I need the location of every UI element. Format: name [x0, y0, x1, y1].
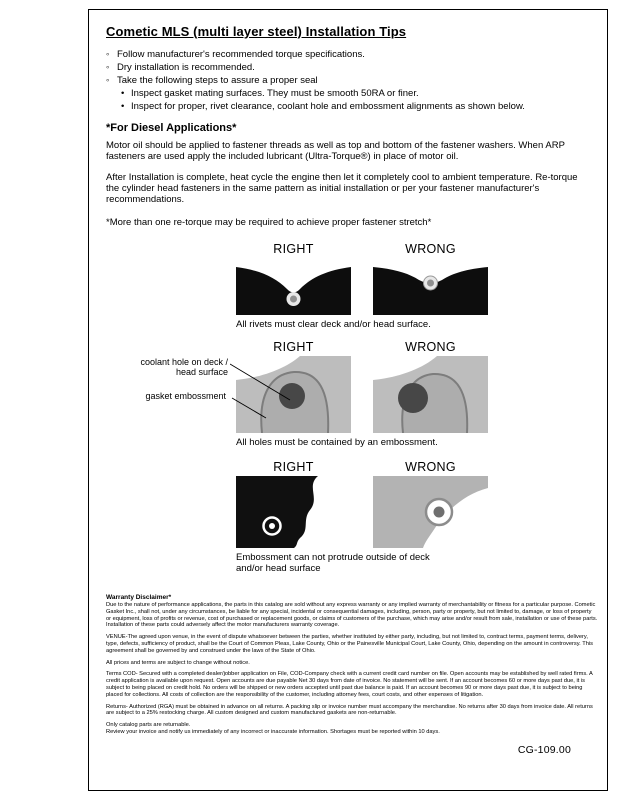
warranty-disclaimer-heading: Warranty Disclaimer* — [106, 594, 172, 601]
tip-text: Take the following steps to assure a proper seal — [117, 75, 318, 86]
tip-sub-item — [121, 87, 595, 100]
legal-paragraph: Returns- Authorized (RGA) must be obtained in advance on all returns. A packing slip or invoice number must accompany the merchandise. No returns after 30 days from invoice date. All returns are subject to a 25% restocking charge. All custom designed and custom manufactured gaskets are non-returnable. — [106, 703, 593, 717]
label-pointer-lines — [230, 360, 296, 422]
legal-paragraph: Terms COD- Secured with a completed dealer/jobber application on File, COD-Company check with a current credit card number on file. Open accounts may be established by well rated firms. A credit application is available upon request. Open accounts are due payable Net 30 days from date of invoice. No statement will be sent. If an account becomes 60 or more days past due, it is subject to being placed on credit hold. No orders will be shipped or new orders accepted until past due balance is paid. If an account becomes 90 or more days past due, it is subject to being placed for collections. All costs of collection are the responsibility of the customer, including attorney fees, court costs, and other expenses of litigation. — [106, 671, 593, 698]
holes-caption: All holes must be contained by an embossment. — [236, 437, 438, 448]
right-heading: RIGHT — [273, 460, 314, 474]
retorque-note: *More than one re-torque may be required to achieve proper fastener stretch* — [106, 217, 432, 228]
tips-list — [106, 48, 595, 113]
open-bullet-icon: ◦ — [106, 62, 110, 73]
gasket-embossment-label: gasket embossment — [145, 391, 226, 401]
rivet-wrong-column — [373, 242, 488, 315]
legal-paragraph: Due to the nature of performance applications, the parts in this catalog are sold without any express warranty or any implied warranty of merchantability or fitness for a particular purpose. Cometic Gasket Inc., shall not, under any circumstances, be liable for any special, incidental or consequential damages, including, person, party or property, but not limited to, damage, or loss of property or equipment, loss of profits or revenue, cost of purchased or replacement goods, or claims of customers of the purchase, which may arise and/or result from sale, installation or use of these parts. Installation of these parts could adversely affect the motor manufacturers warranty coverage. — [106, 602, 598, 629]
tip-text: Inspect gasket mating surfaces. They must be smooth 50RA or finer. — [131, 88, 419, 99]
tip-text: Follow manufacturer's recommended torque specifications. — [117, 49, 365, 60]
catalog-code: CG-109.00 — [517, 743, 571, 756]
right-heading: RIGHT — [273, 242, 314, 256]
legal-paragraph: VENUE-The agreed upon venue, in the event of dispute whatsoever between the parties, whether instituted by either party, including, but not limited to, contract terms, payment terms, delivery, type, defects, sufficiency of product, shall be the Court of Common Pleas, Lake County, Ohio or the Painesville Municipal Court, Lake County, Ohio, depending on the amount in controversy. This agreement shall be governed by and construed under the laws of the State of Ohio. — [106, 634, 593, 654]
rivet-right-column — [236, 242, 351, 315]
wrong-heading: WRONG — [405, 340, 456, 354]
filled-bullet-icon: • — [121, 101, 125, 112]
embossment-right-diagram — [236, 476, 351, 548]
tip-text: Dry installation is recommended. — [117, 62, 255, 73]
coolant-diagram-row — [140, 340, 488, 448]
filled-bullet-icon: • — [121, 88, 125, 99]
tip-item — [106, 74, 595, 87]
embossment-right-column — [236, 460, 351, 548]
tip-sub-item — [121, 100, 595, 113]
page-title: Cometic MLS (multi layer steel) Installation Tips — [106, 24, 407, 39]
rivet-wrong-diagram — [373, 258, 488, 315]
tip-item — [106, 48, 595, 61]
legal-paragraph: Only catalog parts are returnable. — [106, 722, 191, 729]
embossment-wrong-column — [373, 460, 488, 548]
rivet-right-diagram — [236, 258, 351, 315]
tip-item — [106, 61, 595, 74]
diesel-paragraph-2: After Installation is complete, heat cycle the engine then let it completely cool to ambient temperature. Re-torque the cylinder head fasteners in the same pattern as initial installation or per your fastener manufacturer's recommendations. — [106, 172, 578, 205]
page-content — [89, 10, 607, 756]
legal-paragraph: All prices and terms are subject to change without notice. — [106, 659, 250, 666]
coolant-hole-label: coolant hole on deck / head surface — [140, 357, 228, 377]
open-bullet-icon: ◦ — [106, 75, 110, 86]
coolant-wrong-column — [373, 340, 488, 433]
wrong-heading: WRONG — [405, 460, 456, 474]
page-frame — [88, 9, 608, 791]
rivets-caption: All rivets must clear deck and/or head surface. — [236, 319, 431, 330]
legal-paragraph: Review your invoice and notify us immediately of any incorrect or inaccurate information. Shortages must be reported within 10 days. — [106, 728, 440, 735]
embossment-diagram-row — [236, 460, 488, 574]
tip-text: Inspect for proper, rivet clearance, coolant hole and embossment alignments as shown below. — [131, 101, 525, 112]
legal-section — [106, 594, 598, 736]
coolant-wrong-diagram — [373, 356, 488, 433]
embossment-wrong-diagram — [373, 476, 488, 548]
diesel-applications-heading: *For Diesel Applications* — [106, 122, 237, 134]
open-bullet-icon: ◦ — [106, 49, 110, 60]
rivet-diagram-row — [236, 242, 488, 330]
diesel-paragraph-1: Motor oil should be applied to fastener threads as well as top and bottom of the fastener washers. When ARP fasteners are used apply the included lubricant (Ultra-Torque®) in place of motor oil. — [106, 140, 565, 162]
right-heading: RIGHT — [273, 340, 314, 354]
wrong-heading: WRONG — [405, 242, 456, 256]
embossment-caption: Embossment can not protrude outside of deck and/or head surface — [236, 552, 430, 574]
